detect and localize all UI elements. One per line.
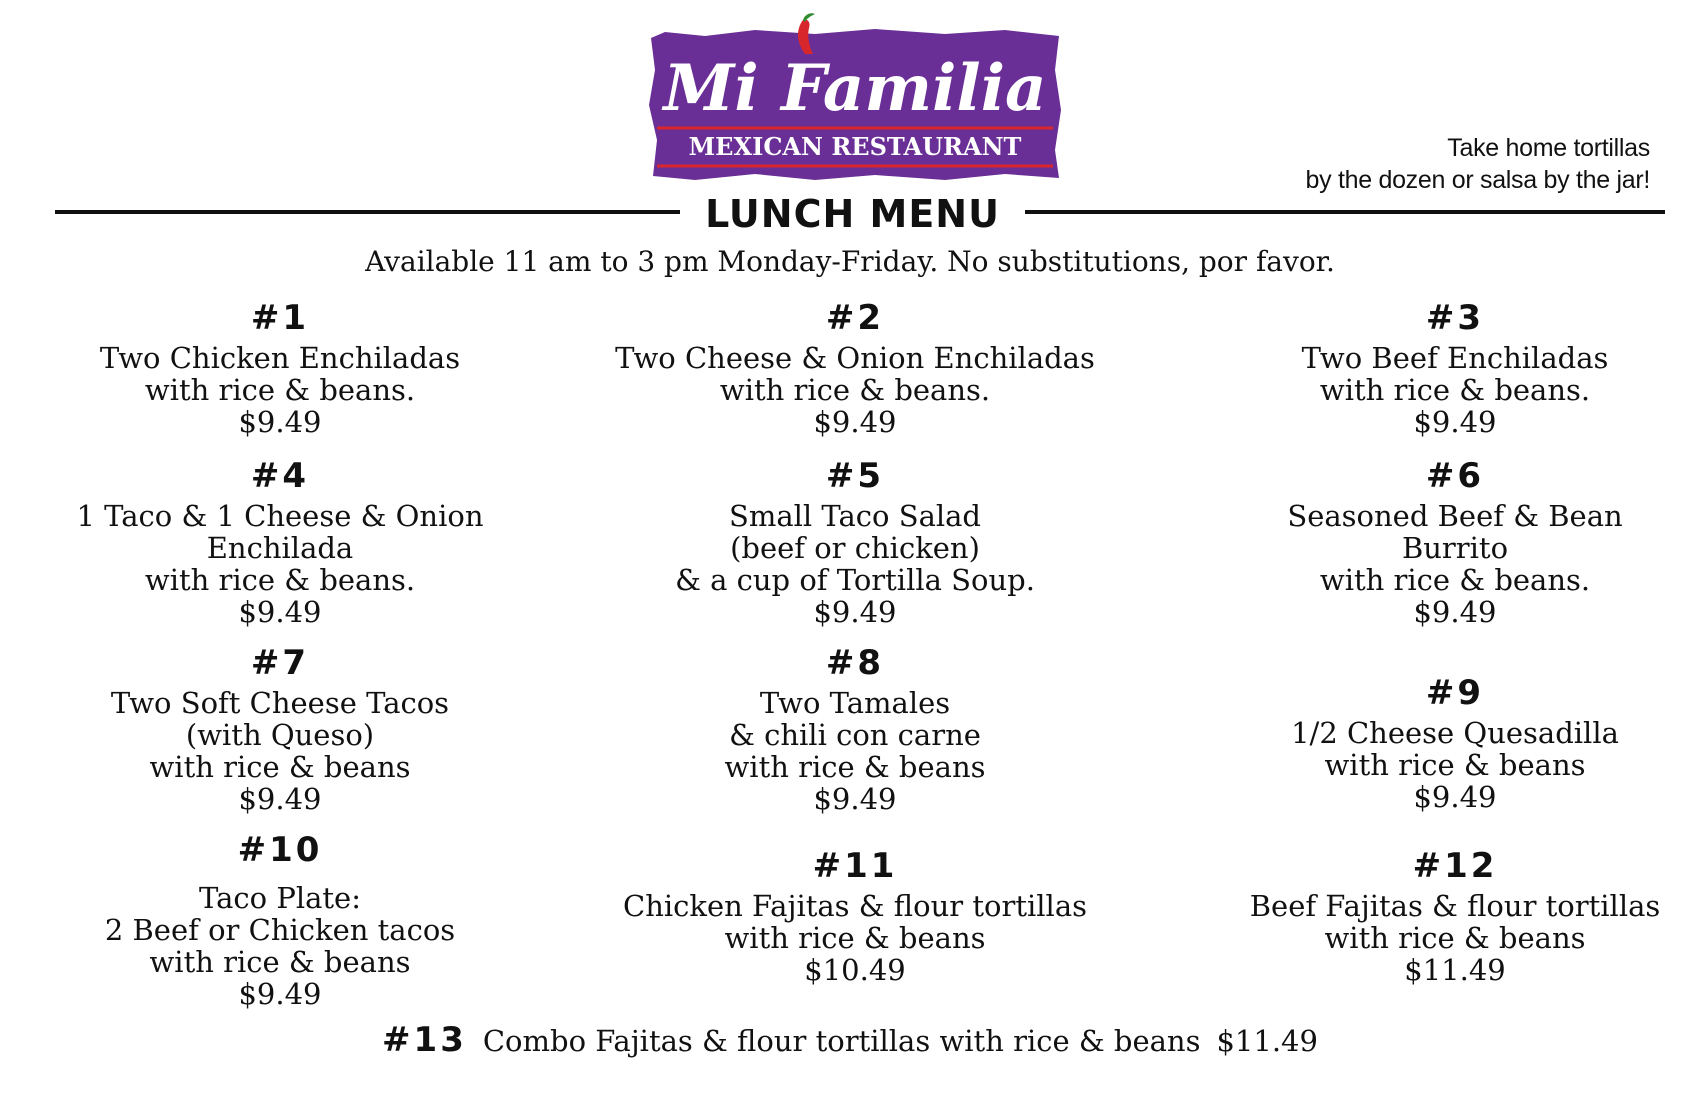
item-line: Beef Fajitas & flour tortillas bbox=[1249, 889, 1661, 923]
item-line: (beef or chicken) bbox=[730, 531, 980, 565]
item-price: $9.49 bbox=[813, 782, 897, 816]
item-line: Two Soft Cheese Tacos bbox=[110, 686, 450, 720]
item-price: $9.49 bbox=[813, 405, 897, 439]
item-line: Burrito bbox=[1401, 531, 1509, 565]
promo-line-1: Take home tortillas bbox=[1447, 134, 1650, 162]
availability-note: Available 11 am to 3 pm Monday-Friday. No substitutions, por favor. bbox=[365, 245, 1335, 278]
menu-item-3 bbox=[1175, 298, 1700, 438]
item-line: 1/2 Cheese Quesadilla bbox=[1291, 716, 1619, 750]
menu-item-7 bbox=[0, 643, 560, 815]
item-price: $9.49 bbox=[1413, 780, 1497, 814]
item-description: Combo Fajitas & flour tortillas with rice & beans bbox=[482, 1024, 1201, 1058]
item-line: 2 Beef or Chicken tacos bbox=[104, 913, 456, 947]
item-number: #5 bbox=[825, 456, 885, 496]
menu-item-10 bbox=[0, 830, 560, 1010]
item-line: with rice & beans bbox=[724, 750, 986, 784]
item-price: $9.49 bbox=[813, 595, 897, 629]
item-line: Small Taco Salad bbox=[728, 499, 981, 533]
menu-title: LUNCH MENU bbox=[705, 192, 1000, 236]
item-number: #11 bbox=[812, 846, 898, 886]
item-line: with rice & beans bbox=[149, 945, 411, 979]
menu-item-1 bbox=[0, 298, 560, 438]
item-line: (with Queso) bbox=[185, 718, 375, 752]
item-price: $9.49 bbox=[238, 782, 322, 816]
item-line: with rice & beans. bbox=[719, 373, 991, 407]
item-number: #7 bbox=[250, 643, 310, 683]
item-line: Enchilada bbox=[206, 531, 354, 565]
item-line: with rice & beans bbox=[1324, 921, 1586, 955]
item-number: #3 bbox=[1425, 298, 1485, 338]
item-line: with rice & beans. bbox=[1319, 563, 1591, 597]
logo-subtitle: MEXICAN RESTAURANT bbox=[688, 132, 1022, 161]
item-line: Two Beef Enchiladas bbox=[1301, 341, 1609, 375]
item-price: $11.49 bbox=[1404, 953, 1506, 987]
menu-item-11 bbox=[575, 846, 1135, 986]
menu-item-6 bbox=[1175, 456, 1700, 628]
item-number: #13 bbox=[382, 1020, 467, 1060]
menu-item-9 bbox=[1175, 673, 1700, 813]
item-price: $9.49 bbox=[238, 405, 322, 439]
item-line: with rice & beans. bbox=[144, 563, 416, 597]
promo-line-2: by the dozen or salsa by the jar! bbox=[1305, 166, 1650, 194]
item-line: Two Chicken Enchiladas bbox=[99, 341, 461, 375]
item-number: #12 bbox=[1412, 846, 1498, 886]
item-number: #4 bbox=[250, 456, 310, 496]
menu-item-12 bbox=[1175, 846, 1700, 986]
menu-item-13 bbox=[0, 1020, 1700, 1060]
item-price: $9.49 bbox=[238, 595, 322, 629]
header-rule-left bbox=[55, 210, 680, 214]
item-line: 1 Taco & 1 Cheese & Onion bbox=[76, 499, 484, 533]
item-number: #1 bbox=[250, 298, 310, 338]
restaurant-logo bbox=[645, 10, 1065, 182]
item-number: #10 bbox=[237, 830, 323, 870]
item-line: with rice & beans bbox=[149, 750, 411, 784]
header-rule-right bbox=[1025, 210, 1665, 214]
item-line: with rice & beans. bbox=[144, 373, 416, 407]
takeout-promo bbox=[1306, 132, 1650, 196]
item-line: Two Tamales bbox=[759, 686, 951, 720]
item-line: Chicken Fajitas & flour tortillas bbox=[623, 889, 1087, 923]
item-line: with rice & beans bbox=[1324, 748, 1586, 782]
item-line: with rice & beans. bbox=[1319, 373, 1591, 407]
item-price: $11.49 bbox=[1216, 1024, 1318, 1058]
item-line: & a cup of Tortilla Soup. bbox=[675, 563, 1035, 597]
item-line: Seasoned Beef & Bean bbox=[1287, 499, 1623, 533]
menu-item-2 bbox=[575, 298, 1135, 438]
item-number: #6 bbox=[1425, 456, 1485, 496]
item-price: $9.49 bbox=[1413, 405, 1497, 439]
item-number: #8 bbox=[825, 643, 885, 683]
item-number: #2 bbox=[825, 298, 885, 338]
item-line: Two Cheese & Onion Enchiladas bbox=[615, 341, 1095, 375]
item-number: #9 bbox=[1425, 673, 1485, 713]
item-price: $9.49 bbox=[1413, 595, 1497, 629]
menu-item-4 bbox=[0, 456, 560, 628]
item-price: $9.49 bbox=[238, 977, 322, 1011]
item-price: $10.49 bbox=[804, 953, 906, 987]
item-line: & chili con carne bbox=[729, 718, 981, 752]
item-line: with rice & beans bbox=[724, 921, 986, 955]
item-line: Taco Plate: bbox=[199, 881, 361, 915]
menu-item-8 bbox=[575, 643, 1135, 815]
menu-item-5 bbox=[575, 456, 1135, 628]
logo-wordmark: Mi Familia bbox=[663, 51, 1047, 126]
